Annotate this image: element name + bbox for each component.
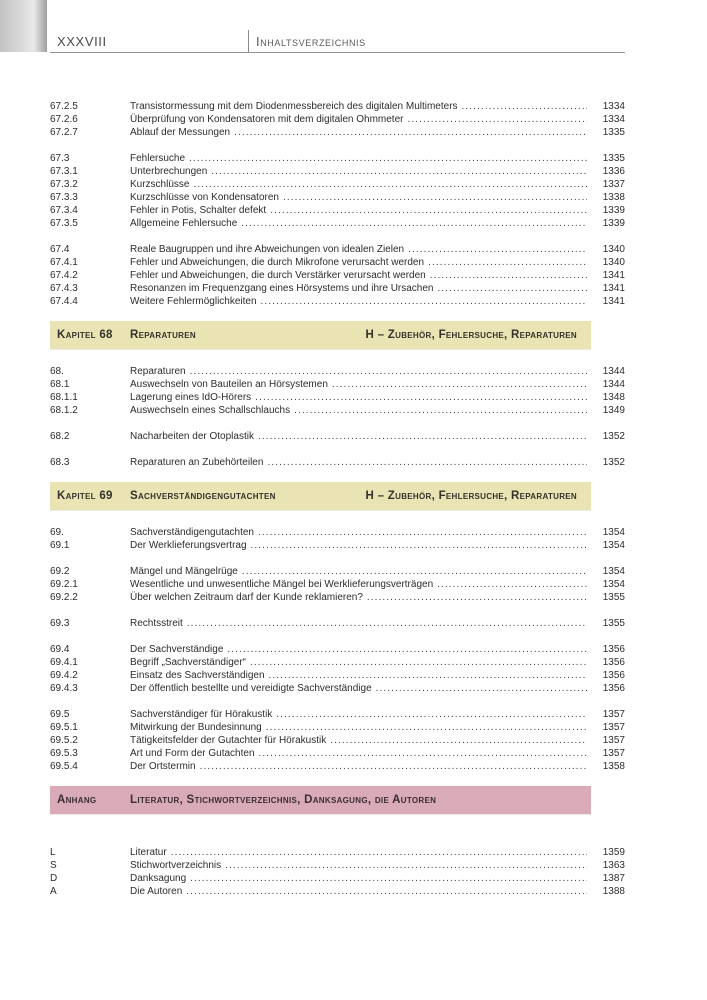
banner-part-label: H – Zubehör, Fehlersuche, Reparaturen — [365, 490, 577, 502]
dot-leader — [408, 243, 587, 256]
entry-page-number: 1340 — [591, 243, 625, 1000]
entry-page-number: 1337 — [591, 178, 625, 1000]
entry-page-number: 1336 — [591, 165, 625, 1000]
chapter-banner — [50, 321, 625, 349]
entry-number: A — [50, 886, 57, 897]
entry-number: 67.4.2 — [50, 270, 78, 281]
entry-number: 67.3.2 — [50, 179, 78, 190]
entry-page-number: 1354 — [591, 526, 625, 1000]
entry-page-number: 1335 — [591, 126, 625, 1000]
dot-leader — [258, 526, 587, 539]
entry-page-number: 1352 — [591, 430, 625, 1000]
entry-page-number: 1338 — [591, 191, 625, 1000]
entry-number: 67.3.3 — [50, 192, 78, 203]
entry-page-number: 1356 — [591, 656, 625, 1000]
toc-block — [50, 100, 625, 139]
banner-title: Reparaturen — [130, 329, 196, 341]
toc-entry — [50, 178, 625, 191]
entry-title: Stichwortverzeichnis — [130, 860, 222, 871]
entry-page-number: 1334 — [591, 113, 625, 1000]
entry-page-number: 1356 — [591, 643, 625, 1000]
toc-entry — [50, 191, 625, 204]
toc-entry — [50, 204, 625, 217]
entry-title: Sachverständigengutachten — [130, 527, 254, 538]
entry-number: S — [50, 860, 57, 871]
entry-page-number: 1354 — [591, 578, 625, 1000]
entry-number: 67.4.4 — [50, 296, 78, 307]
entry-title: Fehler und Abweichungen, die durch Mikrofone verursacht werden — [130, 257, 425, 268]
entry-page-number: 1357 — [591, 747, 625, 1000]
entry-title: Der Ortstermin — [130, 761, 196, 772]
dot-leader — [258, 430, 587, 443]
entry-title: Auswechseln von Bauteilen an Hörsystemen — [130, 379, 328, 390]
toc-block — [50, 243, 625, 308]
toc-entry — [50, 682, 625, 695]
entry-number: 67.3.1 — [50, 166, 78, 177]
entry-number: 69. — [50, 527, 64, 538]
entry-page-number: 1359 — [591, 846, 625, 1000]
entry-title: Art und Form der Gutachten — [130, 748, 255, 759]
dot-leader — [367, 591, 587, 604]
toc-entry — [50, 734, 625, 747]
entry-title: Der öffentlich bestellte und vereidigte Sachverständige — [130, 683, 372, 694]
entry-title: Reparaturen an Zubehörteilen — [130, 457, 264, 468]
dot-leader — [211, 165, 587, 178]
toc-entry — [50, 126, 625, 139]
entry-number: 67.4.1 — [50, 257, 78, 268]
entry-page-number: 1354 — [591, 539, 625, 1000]
entry-title: Mängel und Mängelrüge — [130, 566, 238, 577]
entry-page-number: 1356 — [591, 669, 625, 1000]
entry-number: 69.4 — [50, 644, 70, 655]
entry-title: Über welchen Zeitraum darf der Kunde reklamieren? — [130, 592, 363, 603]
toc-entry — [50, 859, 625, 872]
toc-entry — [50, 430, 625, 443]
dot-leader — [241, 217, 587, 230]
entry-page-number: 1354 — [591, 565, 625, 1000]
entry-page-number: 1344 — [591, 378, 625, 1000]
dot-leader — [251, 539, 587, 552]
toc-entry — [50, 760, 625, 773]
toc-entry — [50, 617, 625, 630]
entry-title: Resonanzen im Frequenzgang eines Hörsystems und ihre Ursachen — [130, 283, 434, 294]
entry-page-number: 1363 — [591, 859, 625, 1000]
toc-block — [50, 565, 625, 604]
dot-leader — [186, 885, 587, 898]
dot-leader — [269, 669, 587, 682]
entry-page-number: 1340 — [591, 256, 625, 1000]
dot-leader — [190, 365, 587, 378]
dot-leader — [266, 721, 587, 734]
entry-title: Tätigkeitsfelder der Gutachter für Hörakustik — [130, 735, 327, 746]
toc-entry — [50, 295, 625, 308]
toc-entry — [50, 243, 625, 256]
entry-title: Unterbrechungen — [130, 166, 208, 177]
entry-title: Fehler in Potis, Schalter defekt — [130, 205, 267, 216]
entry-number: 68.1 — [50, 379, 70, 390]
entry-page-number: 1344 — [591, 365, 625, 1000]
entry-title: Literatur — [130, 847, 167, 858]
entry-page-number: 1341 — [591, 282, 625, 1000]
toc-block — [50, 617, 625, 630]
entry-title: Nacharbeiten der Otoplastik — [130, 431, 254, 442]
toc-block — [50, 152, 625, 230]
entry-title: Reparaturen — [130, 366, 186, 377]
entry-page-number: 1357 — [591, 721, 625, 1000]
toc-entry — [50, 100, 625, 113]
entry-number: 69.5.4 — [50, 761, 78, 772]
toc-entry — [50, 391, 625, 404]
entry-title: Reale Baugruppen und ihre Abweichungen von idealen Zielen — [130, 244, 405, 255]
entry-number: 68.2 — [50, 431, 70, 442]
entry-title: Überprüfung von Kondensatoren mit dem digitalen Ohmmeter — [130, 114, 404, 125]
toc-entry — [50, 846, 625, 859]
dot-leader — [430, 269, 587, 282]
entry-title: Allgemeine Fehlersuche — [130, 218, 238, 229]
entry-number: 67.2.6 — [50, 114, 78, 125]
entry-title: Rechtsstreit — [130, 618, 183, 629]
banner-label: Kapitel 69 — [57, 490, 113, 502]
entry-page-number: 1339 — [591, 204, 625, 1000]
toc-entry — [50, 656, 625, 669]
banner-title: Literatur, Stichwortverzeichnis, Danksagung, die Autoren — [130, 794, 437, 806]
toc-block — [50, 430, 625, 443]
toc-entry — [50, 282, 625, 295]
toc-block — [50, 708, 625, 773]
entry-number: 67.3.4 — [50, 205, 78, 216]
toc-entry — [50, 378, 625, 391]
entry-number: 67.3 — [50, 153, 70, 164]
entry-number: L — [50, 847, 56, 858]
entry-page-number: 1341 — [591, 295, 625, 1000]
entry-number: 67.4.3 — [50, 283, 78, 294]
toc-entry — [50, 152, 625, 165]
toc-entry — [50, 269, 625, 282]
dot-leader — [225, 859, 587, 872]
chapter-banner — [50, 482, 625, 510]
entry-page-number: 1341 — [591, 269, 625, 1000]
dot-leader — [330, 734, 587, 747]
entry-page-number: 1388 — [591, 885, 625, 1000]
dot-leader — [438, 282, 588, 295]
toc-entry — [50, 565, 625, 578]
dot-leader — [189, 152, 587, 165]
entry-page-number: 1357 — [591, 708, 625, 1000]
dot-leader — [250, 656, 587, 669]
dot-leader — [276, 708, 587, 721]
banner-part-label: H – Zubehör, Fehlersuche, Reparaturen — [365, 329, 577, 341]
dot-leader — [193, 178, 587, 191]
toc-entry — [50, 404, 625, 417]
entry-page-number: 1387 — [591, 872, 625, 1000]
dot-leader — [187, 617, 587, 630]
entry-title: Kurzschlüsse — [130, 179, 190, 190]
entry-number: 69.4.3 — [50, 683, 78, 694]
toc-body — [50, 100, 625, 911]
entry-page-number: 1349 — [591, 404, 625, 1000]
entry-page-number: 1335 — [591, 152, 625, 1000]
dot-leader — [255, 391, 587, 404]
toc-entry — [50, 708, 625, 721]
dot-leader — [259, 747, 587, 760]
entry-number: 69.4.1 — [50, 657, 78, 668]
banner-label: Kapitel 68 — [57, 329, 113, 341]
toc-entry — [50, 365, 625, 378]
entry-number: 67.4 — [50, 244, 70, 255]
entry-page-number: 1339 — [591, 217, 625, 1000]
entry-title: Sachverständiger für Hörakustik — [130, 709, 273, 720]
entry-number: 69.5.3 — [50, 748, 78, 759]
dot-leader — [376, 682, 587, 695]
entry-number: 69.5.1 — [50, 722, 78, 733]
entry-number: 69.5.2 — [50, 735, 78, 746]
toc-block — [50, 526, 625, 552]
entry-page-number: 1358 — [591, 760, 625, 1000]
dot-leader — [171, 846, 587, 859]
entry-title: Einsatz des Sachverständigen — [130, 670, 265, 681]
running-head — [50, 0, 625, 53]
page-title: Inhaltsverzeichnis — [256, 34, 366, 49]
toc-entry — [50, 643, 625, 656]
dot-leader — [283, 191, 587, 204]
entry-number: 68.1.2 — [50, 405, 78, 416]
entry-page-number: 1334 — [591, 100, 625, 1000]
toc-block — [50, 846, 625, 898]
entry-page-number: 1355 — [591, 617, 625, 1000]
entry-number: 69.2.1 — [50, 579, 78, 590]
entry-title: Der Werklieferungsvertrag — [130, 540, 247, 551]
dot-leader — [294, 404, 587, 417]
toc-entry — [50, 885, 625, 898]
toc-block — [50, 365, 625, 417]
dot-leader — [227, 643, 587, 656]
entry-page-number: 1356 — [591, 682, 625, 1000]
entry-title: Fehlersuche — [130, 153, 186, 164]
dot-leader — [462, 100, 587, 113]
entry-title: Weitere Fehlermöglichkeiten — [130, 296, 257, 307]
entry-number: 68.3 — [50, 457, 70, 468]
entry-title: Der Sachverständige — [130, 644, 224, 655]
dot-leader — [428, 256, 587, 269]
dot-leader — [407, 113, 587, 126]
entry-title: Mitwirkung der Bundesinnung — [130, 722, 262, 733]
entry-number: 67.2.5 — [50, 101, 78, 112]
toc-entry — [50, 526, 625, 539]
toc-entry — [50, 578, 625, 591]
toc-block — [50, 643, 625, 695]
toc-entry — [50, 456, 625, 469]
page-corner-tab — [0, 0, 47, 52]
dot-leader — [261, 295, 587, 308]
entry-number: 69.4.2 — [50, 670, 78, 681]
entry-title: Transistormessung mit dem Diodenmessbereich des digitalen Multimeters — [130, 101, 458, 112]
entry-title: Lagerung eines IdO-Hörers — [130, 392, 252, 403]
dot-leader — [242, 565, 587, 578]
toc-entry — [50, 747, 625, 760]
page-number: XXXVIII — [57, 34, 107, 49]
banner-label: Anhang — [57, 794, 97, 806]
dot-leader — [270, 204, 587, 217]
entry-title: Wesentliche und unwesentliche Mängel bei Werklieferungsverträgen — [130, 579, 434, 590]
toc-entry — [50, 591, 625, 604]
entry-page-number: 1352 — [591, 456, 625, 1000]
appendix-banner — [50, 786, 625, 814]
banner-title: Sachverständigengutachten — [130, 490, 276, 502]
entry-number: 69.2 — [50, 566, 70, 577]
entry-number: 67.3.5 — [50, 218, 78, 229]
toc-entry — [50, 256, 625, 269]
entry-page-number: 1355 — [591, 591, 625, 1000]
dot-leader — [437, 578, 587, 591]
entry-number: 68. — [50, 366, 64, 377]
dot-leader — [234, 126, 587, 139]
entry-number: 69.3 — [50, 618, 70, 629]
entry-number: 68.1.1 — [50, 392, 78, 403]
entry-title: Begriff „Sachverständiger“ — [130, 657, 246, 668]
toc-entry — [50, 539, 625, 552]
header-divider — [248, 30, 249, 52]
entry-title: Auswechseln eines Schallschlauchs — [130, 405, 291, 416]
entry-number: 69.2.2 — [50, 592, 78, 603]
dot-leader — [267, 456, 587, 469]
entry-number: D — [50, 873, 58, 884]
dot-leader — [200, 760, 587, 773]
toc-entry — [50, 165, 625, 178]
toc-entry — [50, 217, 625, 230]
toc-entry — [50, 113, 625, 126]
entry-number: 69.1 — [50, 540, 70, 551]
dot-leader — [332, 378, 587, 391]
entry-title: Danksagung — [130, 873, 187, 884]
entry-page-number: 1348 — [591, 391, 625, 1000]
entry-number: 69.5 — [50, 709, 70, 720]
entry-number: 67.2.7 — [50, 127, 78, 138]
entry-title: Ablauf der Messungen — [130, 127, 231, 138]
toc-entry — [50, 669, 625, 682]
entry-title: Die Autoren — [130, 886, 183, 897]
entry-page-number: 1357 — [591, 734, 625, 1000]
entry-title: Fehler und Abweichungen, die durch Verstärker verursacht werden — [130, 270, 426, 281]
toc-entry — [50, 721, 625, 734]
entry-title: Kurzschlüsse von Kondensatoren — [130, 192, 279, 203]
dot-leader — [190, 872, 587, 885]
toc-block — [50, 456, 625, 469]
toc-entry — [50, 872, 625, 885]
